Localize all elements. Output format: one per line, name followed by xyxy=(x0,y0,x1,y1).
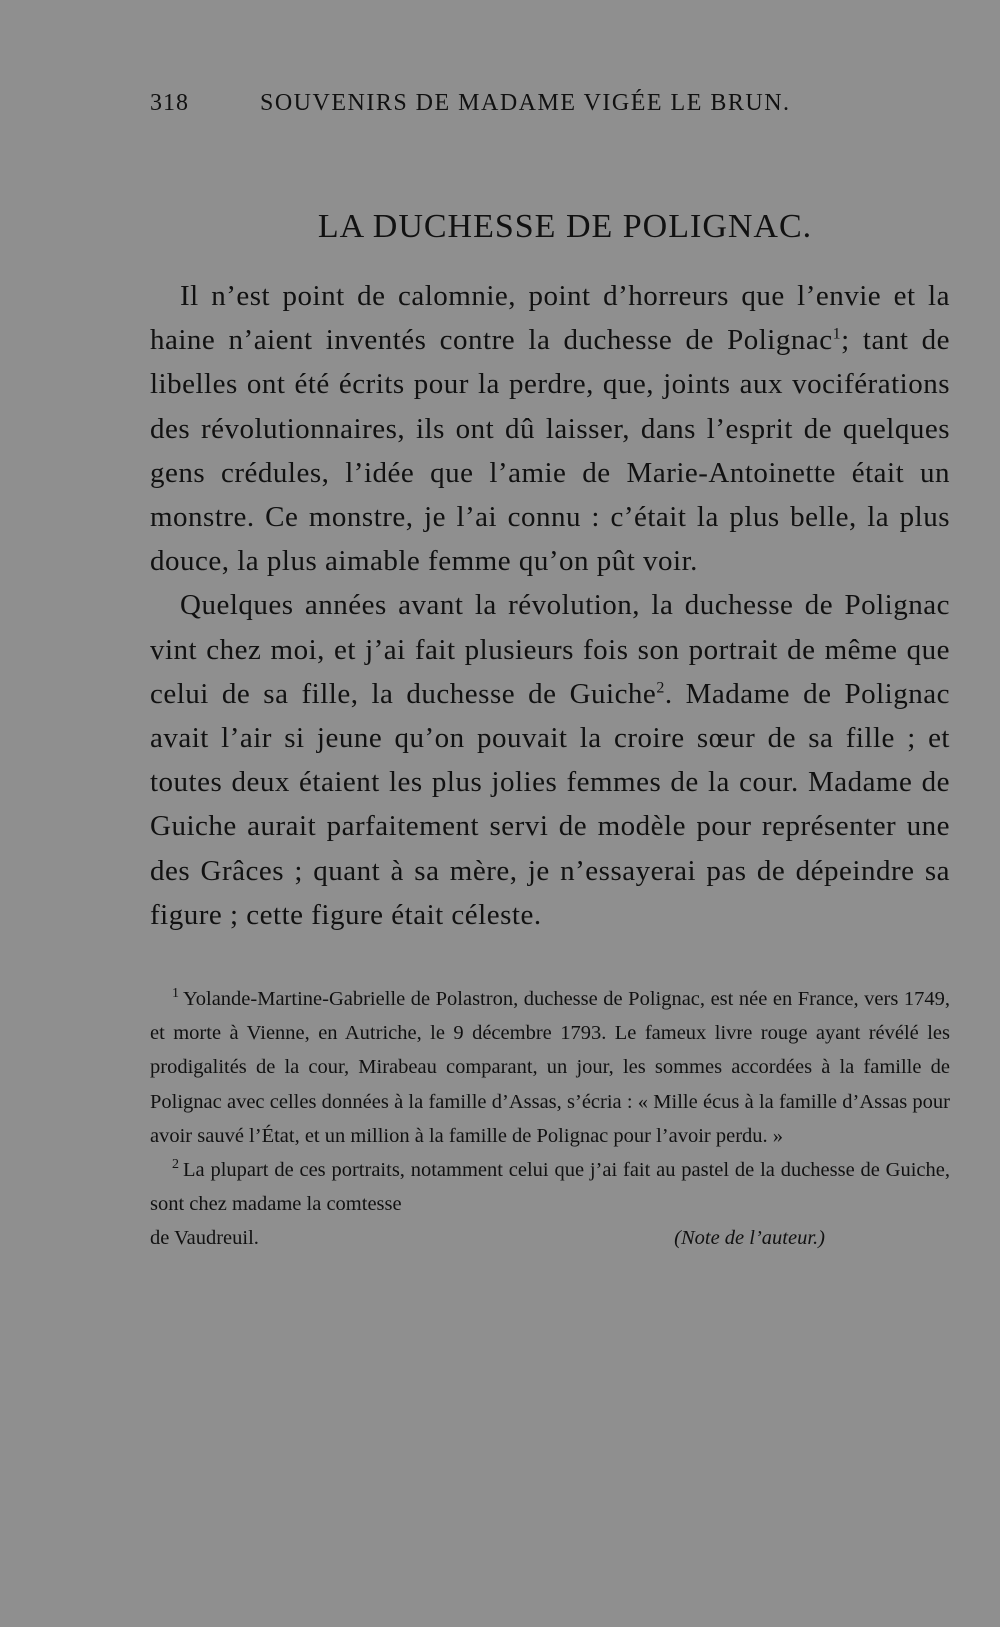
footnote-1-text: Yolande-Martine-Gabrielle de Polastron, duchesse de Polignac, est née en France, vers 1749, et morte à Vienne, en Autriche, le 9 décembre 1793. Le fameux livre rouge ayant révélé les prodigalités de la cour, Mirabeau comparant, un jour, les sommes accordées à la famille de Polignac avec celles données à la famille d’Assas, s’écria : « Mille écus à la famille d’Assas pour avoir sauvé l’État, et un million à la famille de Polignac pour l’avoir perdu. » xyxy=(150,988,950,1147)
footnote-1 xyxy=(150,982,950,1153)
paragraph-1-part-1: Il n’est point de calomnie, point d’horreurs que l’envie et la haine n’aient inventés contre la duchesse de Polignac xyxy=(150,280,950,357)
body-text xyxy=(150,274,950,937)
author-note-credit: (Note de l’auteur.) xyxy=(674,1227,825,1250)
paragraph-2 xyxy=(150,583,950,937)
footnote-2-last-line xyxy=(150,1221,950,1255)
paragraph-1-part-2: ; tant de libelles ont été écrits pour la perdre, que, joints aux vociférations des révolutionnaires, ils ont dû laisser, dans l’esprit de quelques gens crédules, l’idée que l’amie de Marie-Antoinette était un monstre. Ce monstre, je l’ai connu : c’était la plus belle, la plus douce, la plus aimable femme qu’on pût voir. xyxy=(150,324,950,578)
paragraph-1 xyxy=(150,274,950,583)
footnote-1-number: 1 xyxy=(172,986,179,1002)
footnote-2-text: La plupart de ces portraits, notamment celui que j’ai fait au pastel de la duchesse de Guiche, sont chez madame la comtesse xyxy=(150,1159,950,1216)
running-header xyxy=(150,90,950,130)
paragraph-2-part-1: Quelques années avant la révolution, la duchesse de Polignac vint chez moi, et j’ai fait plusieurs fois son portrait de même que celui de sa fille, la duchesse de Guiche xyxy=(150,589,950,710)
footnotes xyxy=(150,982,950,1256)
footnote-reference-1: 1 xyxy=(832,325,842,343)
book-page xyxy=(150,90,950,1256)
footnote-2 xyxy=(150,1153,950,1221)
footnote-2-number: 2 xyxy=(172,1157,179,1173)
chapter-title: LA DUCHESSE DE POLIGNAC. xyxy=(317,208,813,245)
paragraph-2-part-2: . Madame de Polignac avait l’air si jeune qu’on pouvait la croire sœur de sa fille ; et toutes deux étaient les plus jolies femmes de la cour. Madame de Guiche aurait parfaitement servi de modèle pour représenter une des Grâces ; quant à sa mère, je n’essayerai pas de dépeindre sa figure ; cette figure était céleste. xyxy=(150,677,950,931)
footnote-reference-2: 2 xyxy=(656,679,665,697)
running-title: SOUVENIRS DE MADAME VIGÉE LE BRUN. xyxy=(260,90,791,116)
footnote-2-last-text: de Vaudreuil. xyxy=(150,1227,259,1250)
page-number: 318 xyxy=(150,90,189,116)
